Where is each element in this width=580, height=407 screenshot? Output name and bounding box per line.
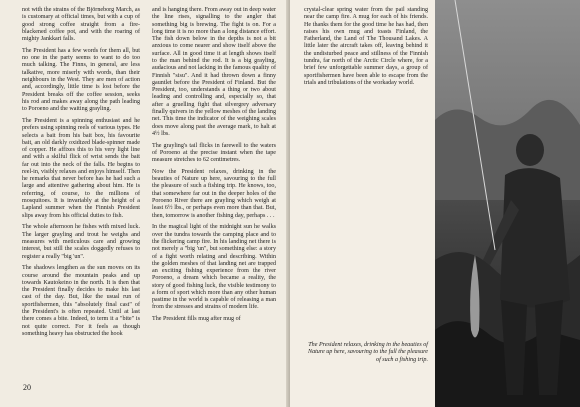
paragraph: The whole afternoon he fishes with mixed luck. The larger grayling and trout he weighs and measures with meticulous care and growing interest, but still the scales doggedly refuses to register a really "big 'un". [22, 224, 140, 260]
text-column-2 [152, 7, 276, 328]
paragraph: Now the President relaxes, drinking in the beauties of Nature up here, savouring to the full the pleasure of such a fishing trip. He knows, too, that somewhere far out in the deeper holes of the Poroeno River there are grayling which weigh at least 6½ lbs., or perhaps even more than that. But, then, tomorrow is another fishing day, perhaps . . . [152, 168, 276, 219]
paragraph: The grayling's tail flicks in farewell to the waters of Poroeno at the precise instant when the tape measure stretches to 62 centimetres. [152, 142, 276, 164]
page-number: 20 [23, 383, 31, 392]
paragraph: The President is a spinning enthusiast and he prefers using spinning reels of various types. He selects a bait from his bait box, his favourite bait, an old darkly oxidized blade-spinner made of copper. He affixes this to his very light line and with a skilful flick of wrist sends the bait far out into the neck of the falls. He begins to reel-in, visibly relaxes and enjoys himself. Then he remarks that never before has he had such a large and attentive gathering about him. He is referring, of course, to the millions of mosquitoes. It is invariably at the height of a Lapland summer when the Finnish President slips away from his official duties to fish. [22, 117, 140, 219]
text-column-3 [304, 7, 428, 92]
photograph-president-fishing [435, 0, 580, 407]
paragraph: The President has a few words for them all, but no one in the party seems to want to do too much talking. The Finns, in general, are less talkative, more miserly with words, than their neighbours in the West. They are men of action and, accordingly, little time is lost before the President breaks off the coffee session, seeks his rod and makes away along the path leading to Poroeno and the waiting grayling. [22, 47, 140, 113]
paragraph: In the magical light of the midnight sun he walks over the tundra towards the camping place and to the flickering camp fire. In his landing net there is not merely a "big 'un", but something else: a story of a fight worth relating and describing. Within the golden meshes of that landing net are trapped an exciting fishing experience from the river Poroeno, a dream which became a reality, the story of good fishing luck, the visible testimony to a form of sport which more than any other human pastime in the world is capable of releasing a man from the stresses and strains of modern life. [152, 224, 276, 311]
paragraph: not with the strains of the Björneborg March, as is customary at official times, but with a cup of good strong coffee straight from a fire-blackened coffee pot, and with the roaring of mighty Jankkari falls. [22, 7, 140, 43]
photo-illustration [435, 0, 580, 407]
photo-caption: The President relaxes, drinking in the beauties of Nature up here, savouring to the full the pleasure of such a fishing trip. [308, 342, 428, 363]
paragraph: The President fills mug after mug of [152, 316, 241, 323]
paragraph: and is hanging there. From away out in deep water the line rises, signalling to the angler that something big is brewing. The fight is on. For a long time it is no more than a long distance effort. The fish down below in the depths is not a bit anxious to come nearer and show itself above the surface. All in good time it at length shows itself to the man behind the rod. It is a big grayling, audacious and not lacking in the famous quality of Finnish "sisu". And it had thrown down a finny gauntlet before the President of Finland. But the President, too, understands a thing or two about leading and controlling and, especially so, that after a gruelling fight that silvergrey adversary finally quivers in the yellow meshes of the landing net. This time the indicator of the weighing scales does move along past the average mark, to halt at 4½ lbs. [152, 7, 276, 137]
text-column-1 [22, 7, 140, 343]
paragraph: crystal-clear spring water from the pail standing near the camp fire. A mug for each of his friends. He thanks them for the good time he has had, then raises his own mug and toasts Finland, the Fatherland, the Land of The Thousand Lakes. A little later the aircraft takes off, leaving behind it the undisturbed peace and stillness of the Finnish tundra, far north of the Arctic Circle where, for a brief few unforgettable summer days, a group of sportfishermen have been able to escape from the trials and tribulations of the workaday world. [304, 7, 428, 86]
paragraph: The shadows lengthen as the sun moves on its course around the mountain peaks and up towards Kautokeino in the north. It is then that the President finally decides to make his last cast of the day. But, like the usual run of sportfishermen, this "absolutely final cast" of the President's is often repeated. Until at last there comes a bite. Indeed, to term it a "bite" is not quite correct. For it feels as though something heavy has obstructed the hook [22, 265, 140, 337]
